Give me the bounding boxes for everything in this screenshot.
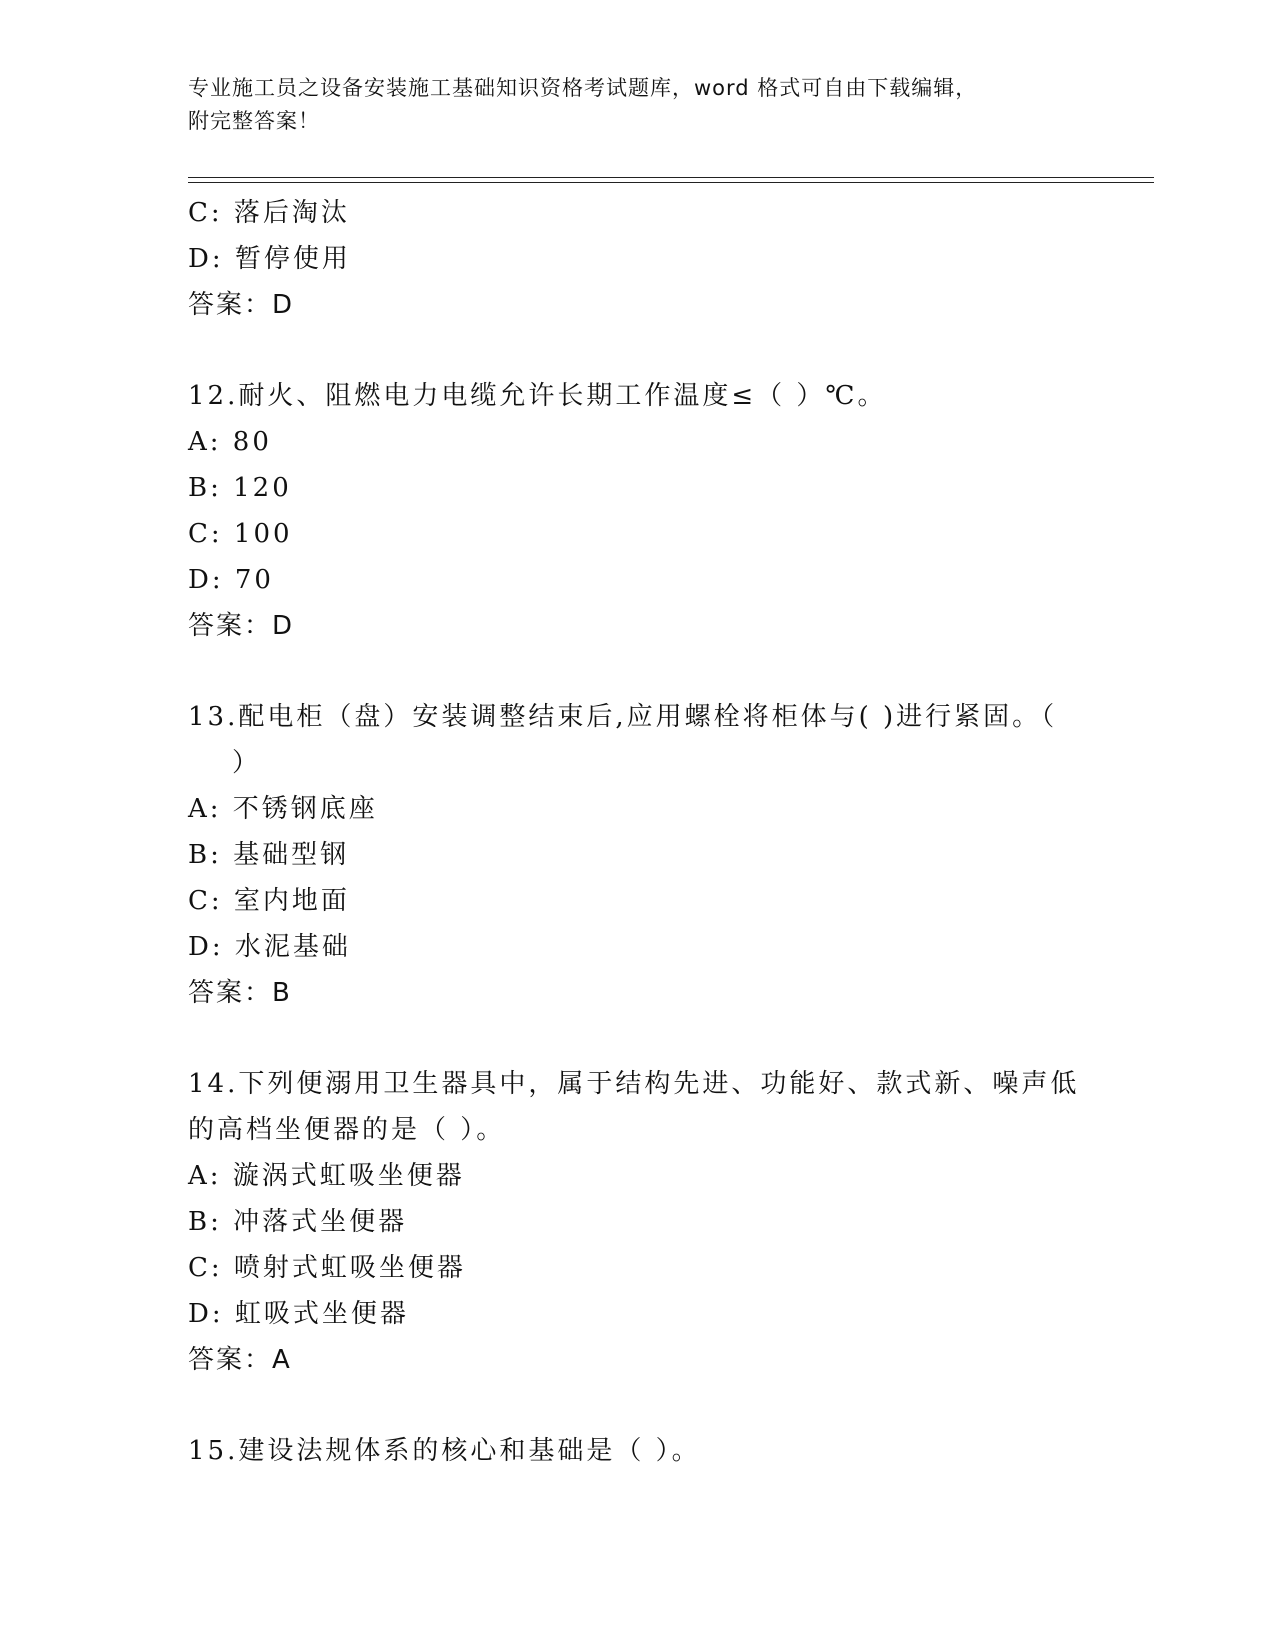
question-stem-line-1: 13.配电柜（盘）安装调整结束后,应用螺栓将柜体与( )进行紧固。（ xyxy=(188,702,1058,732)
question-13 xyxy=(188,694,1088,1016)
option-d: D: 70 xyxy=(188,565,274,595)
header-divider-top xyxy=(188,177,1154,178)
header-line-1: 专业施工员之设备安装施工基础知识资格考试题库，word 格式可自由下载编辑， xyxy=(188,76,978,100)
option-d: D: 虹吸式坐便器 xyxy=(188,1299,409,1329)
question-15 xyxy=(188,1428,1088,1474)
option-c: C: 落后淘汰 xyxy=(188,198,350,228)
answer-line: 答案：A xyxy=(188,1345,292,1375)
option-b: B: 基础型钢 xyxy=(188,840,350,870)
answer-line: 答案：B xyxy=(188,978,292,1008)
question-14 xyxy=(188,1061,1088,1383)
question-stem-line-1: 14.下列便溺用卫生器具中，属于结构先进、功能好、款式新、噪声低 xyxy=(188,1069,1080,1099)
answer-line: 答案：D xyxy=(188,290,295,320)
question-stem: 12.耐火、阻燃电力电缆允许长期工作温度≤（ ）℃。 xyxy=(188,381,887,411)
spacer xyxy=(188,328,1088,373)
question-12 xyxy=(188,373,1088,649)
option-d: D: 暂停使用 xyxy=(188,244,351,274)
question-stem: 15.建设法规体系的核心和基础是（ ）。 xyxy=(188,1436,701,1466)
answer-line: 答案：D xyxy=(188,611,295,641)
option-b: B: 冲落式坐便器 xyxy=(188,1207,408,1237)
question-stem-line-2: 的高档坐便器的是（ ）。 xyxy=(188,1115,506,1145)
header-line-2: 附完整答案！ xyxy=(188,109,320,133)
spacer xyxy=(188,649,1088,694)
question-stem xyxy=(188,1061,1088,1153)
option-a: A: 漩涡式虹吸坐便器 xyxy=(188,1161,465,1191)
header-divider-bottom xyxy=(188,182,1154,183)
option-a: A: 不锈钢底座 xyxy=(188,794,378,824)
option-a: A: 80 xyxy=(188,427,272,457)
option-c: C: 100 xyxy=(188,519,293,549)
document-header xyxy=(188,72,1068,138)
spacer xyxy=(188,1383,1088,1428)
option-b: B: 120 xyxy=(188,473,292,503)
question-prev-tail xyxy=(188,190,1088,328)
option-d: D: 水泥基础 xyxy=(188,932,351,962)
spacer xyxy=(188,1016,1088,1061)
question-list xyxy=(188,190,1088,1474)
option-c: C: 喷射式虹吸坐便器 xyxy=(188,1253,466,1283)
question-stem xyxy=(188,694,1088,786)
option-c: C: 室内地面 xyxy=(188,886,350,916)
question-stem-line-2: ） xyxy=(232,748,262,778)
